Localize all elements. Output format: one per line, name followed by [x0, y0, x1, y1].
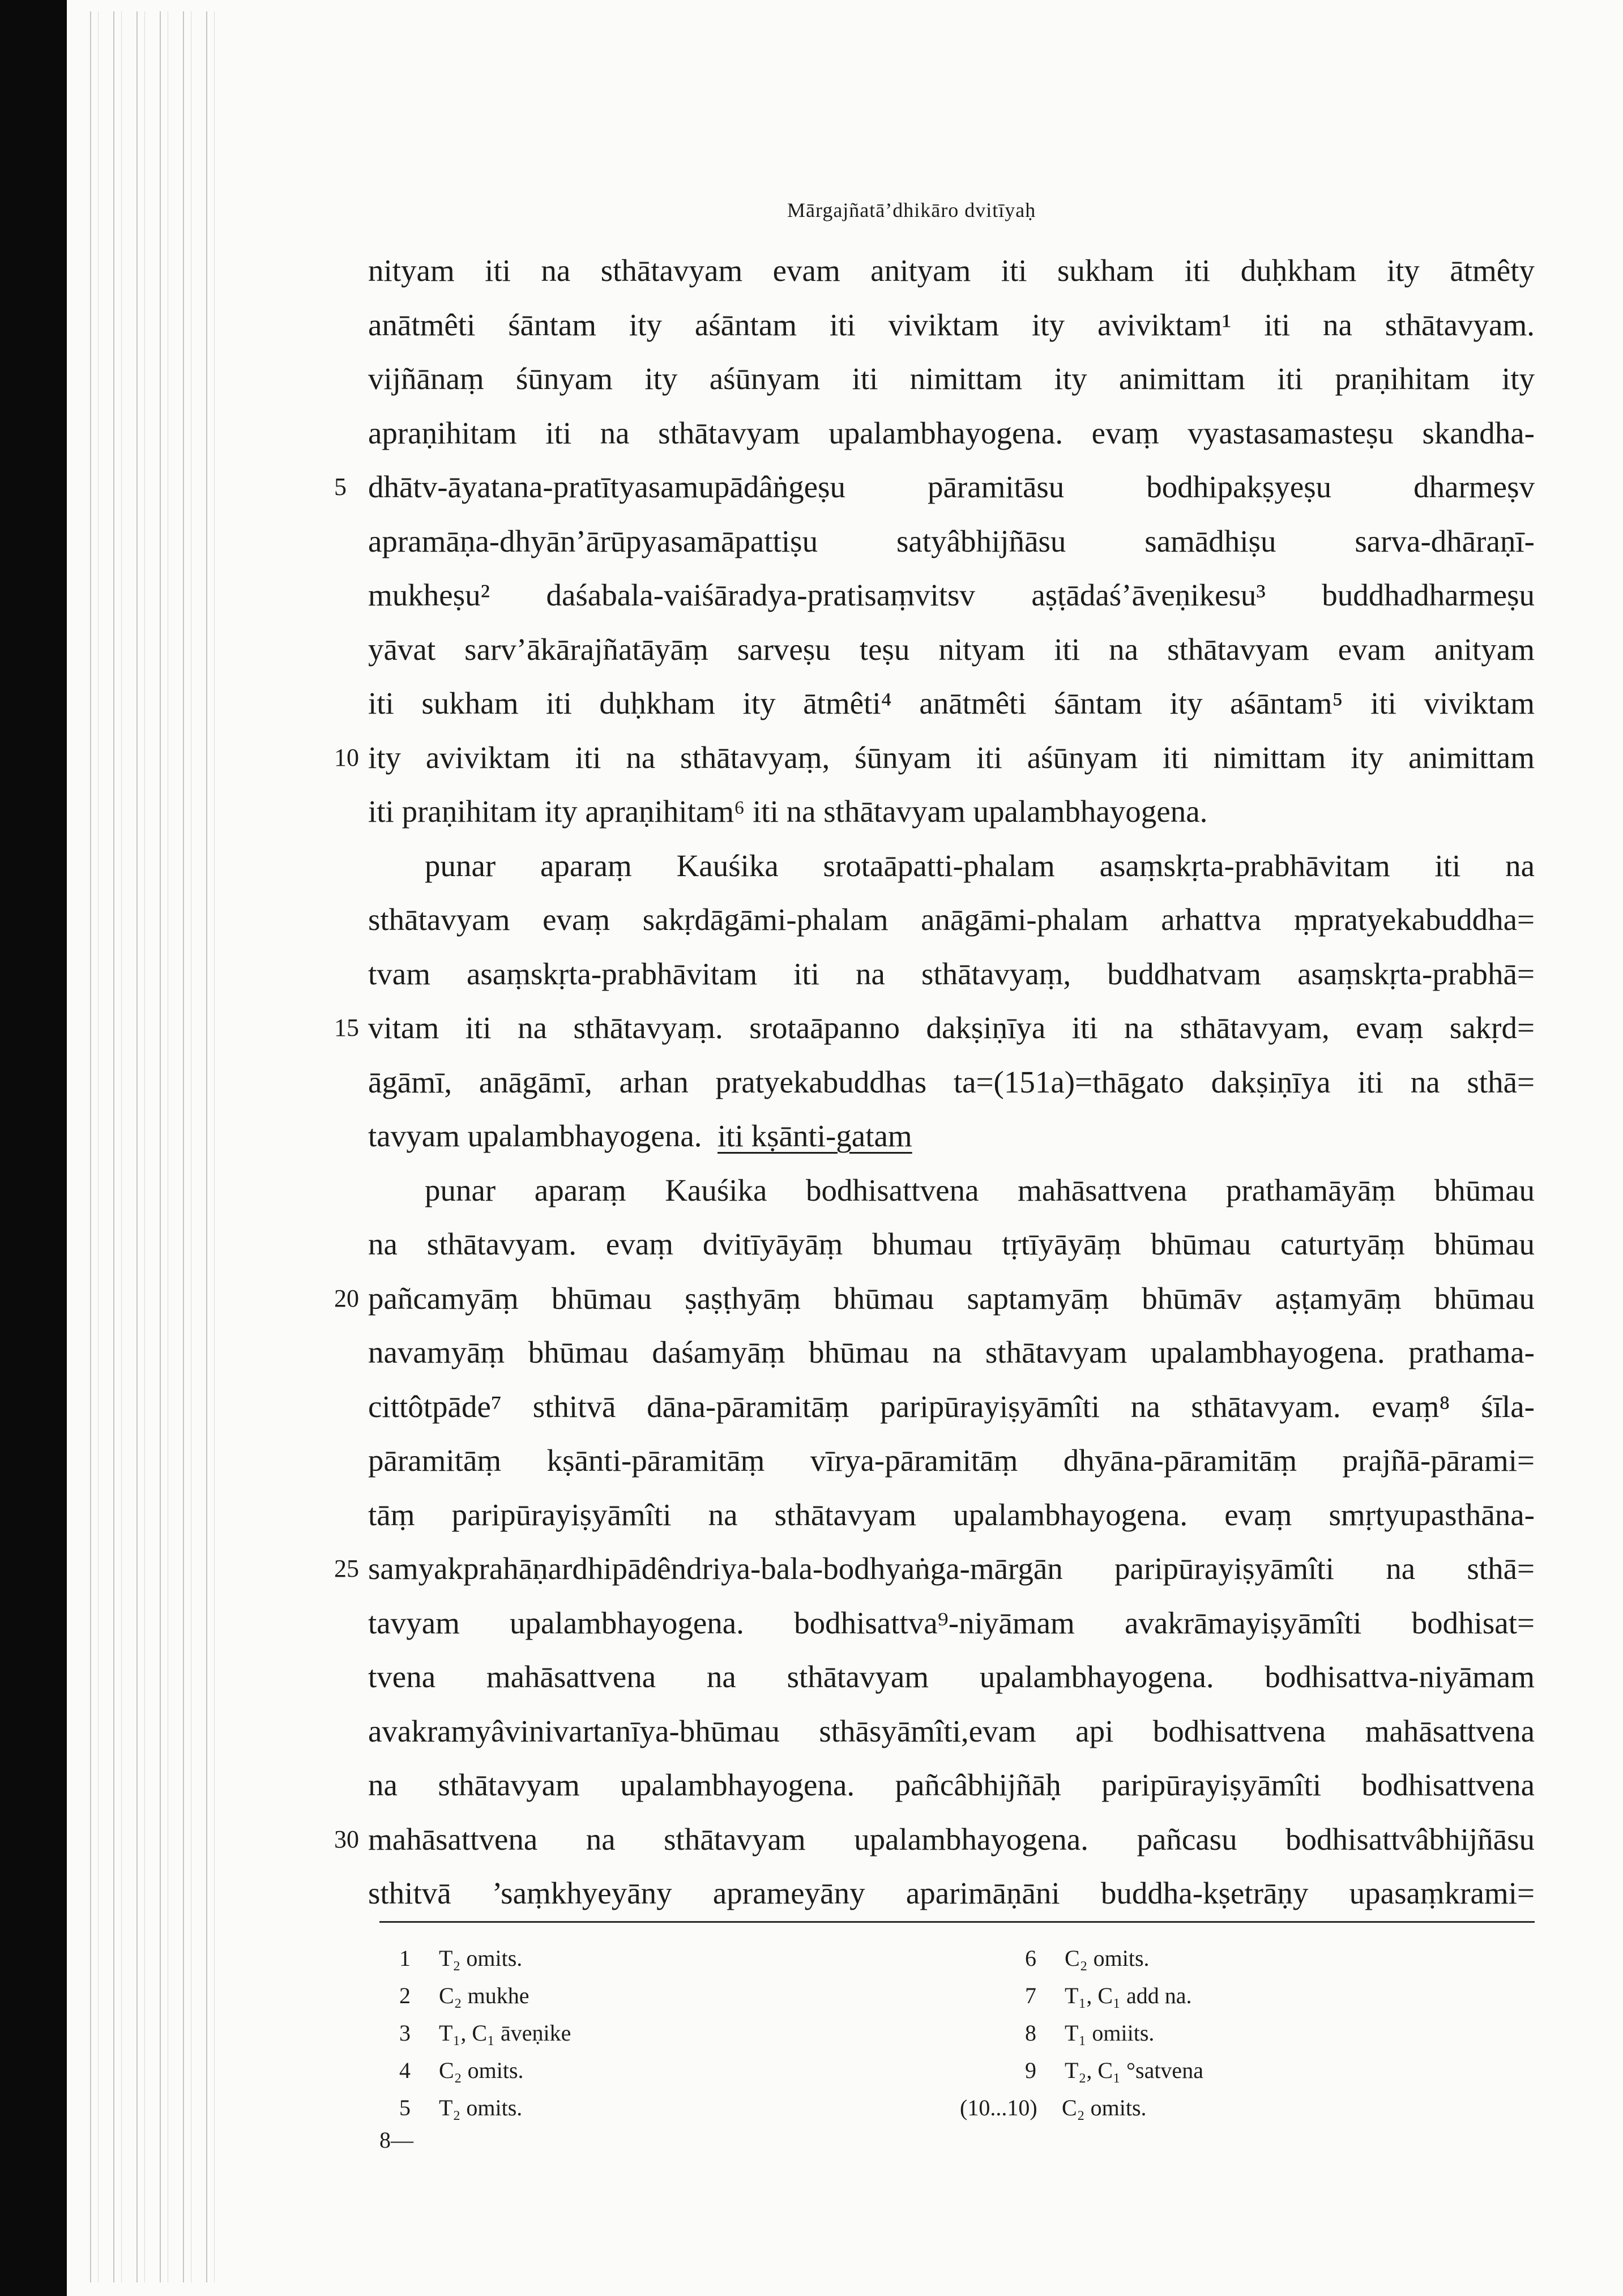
main-text	[334, 244, 1535, 1921]
footnote-text: T₂ omits.	[439, 1945, 523, 1971]
text-line	[368, 893, 1535, 947]
line-text: apramāṇa-dhyān’ārūpyasamāpattiṣu satyâbhijñāsu samādhiṣu sarva-dhāraṇī-	[368, 523, 1535, 558]
text-line	[368, 514, 1535, 569]
line-text: apraṇihitam iti na sthātavyam upalambhayogena. evaṃ vyastasamasteṣu skandha-	[368, 415, 1535, 450]
footnote-text: T₁ omiits.	[1065, 2020, 1155, 2046]
footnote	[399, 2015, 571, 2052]
line-text: na sthātavyam upalambhayogena. pañcâbhijñāḥ paripūrayiṣyāmîti bodhisattvena	[368, 1768, 1535, 1802]
line-text: sthitvā ’saṃkhyeyāny aprameyāny aparimāṇāni buddha-kṣetrāṇy upasaṃkrami=	[368, 1876, 1535, 1910]
text-line	[368, 1758, 1535, 1812]
footnote	[399, 1977, 571, 2015]
line-number: 15	[334, 1014, 359, 1042]
text-line	[368, 784, 1535, 839]
line-text: tavyam upalambhayogena.	[368, 1119, 702, 1153]
text-line	[368, 1380, 1535, 1434]
text-line	[368, 622, 1535, 677]
line-text: tāṃ paripūrayiṣyāmîti na sthātavyam upalambhayogena. evaṃ smṛtyupasthāna-	[368, 1497, 1535, 1532]
scanner-edge-shadow	[0, 0, 67, 2296]
footnote-text: T₁, C₁ add na.	[1065, 1983, 1192, 2008]
line-text: punar aparaṃ Kauśika bodhisattvena mahāsattvena prathamāyāṃ bhūmau	[425, 1172, 1535, 1207]
text-line	[368, 298, 1535, 352]
line-text: punar aparaṃ Kauśika srotaāpatti-phalam asaṃskṛta-prabhāvitam iti na	[425, 848, 1535, 883]
line-text: nityam iti na sthātavyam evam anityam iti sukham iti duḥkham ity ātmêty	[368, 253, 1535, 288]
line-text: pañcamyāṃ bhūmau ṣaṣṭhyāṃ bhūmau saptamyāṃ bhūmāv aṣṭamyāṃ bhūmau	[368, 1281, 1535, 1316]
line-text: mukheṣu² daśabala-vaiśāradya-pratisaṃvitsv aṣṭādaś’āveṇikesu³ buddhadharmeṣu	[368, 578, 1535, 612]
footnote-text: C₂ omits.	[1062, 2095, 1147, 2120]
line-text: anātmêti śāntam ity aśāntam iti viviktam ity aviviktam¹ iti na sthātavyam.	[368, 307, 1535, 342]
footnote-number: 8	[1025, 2020, 1036, 2046]
line-number: 5	[334, 473, 347, 501]
line-text: navamyāṃ bhūmau daśamyāṃ bhūmau na sthātavyam upalambhayogena. prathama-	[368, 1335, 1535, 1369]
footnote-number: 1	[399, 1945, 411, 1971]
line-number: 25	[334, 1555, 359, 1582]
line-text: cittôtpāde⁷ sthitvā dāna-pāramitāṃ paripūrayiṣyāmîti na sthātavyam. evaṃ⁸ śīla-	[368, 1389, 1535, 1424]
line-number: 10	[334, 743, 359, 771]
line-text: sthātavyam evaṃ sakṛdāgāmi-phalam anāgāmi-phalam arhattva ṃpratyekabuddha=	[368, 902, 1535, 937]
text-line	[368, 406, 1535, 460]
running-header: Mārgajñatā’dhikāro dvitīyaḥ	[787, 199, 1036, 221]
text-line	[368, 352, 1535, 406]
section-marker-underlined: iti kṣānti-gatam	[717, 1119, 912, 1153]
scanner-edge-streaks	[85, 11, 221, 2282]
line-text: vitam iti na sthātavyaṃ. srotaāpanno dakṣiṇīya iti na sthātavyam, evaṃ sakṛd=	[368, 1010, 1535, 1045]
text-line	[334, 1542, 1535, 1596]
footnote-number: 3	[399, 2020, 411, 2046]
line-text: iti sukham iti duḥkham ity ātmêti⁴ anātmêti śāntam ity aśāntam⁵ iti viviktam	[368, 686, 1535, 720]
footnote-number: 9	[1025, 2058, 1036, 2083]
line-text: na sthātavyam. evaṃ dvitīyāyāṃ bhumau tṛtīyāyāṃ bhūmau caturtyāṃ bhūmau	[368, 1227, 1535, 1261]
text-line	[368, 947, 1535, 1001]
text-line	[368, 1109, 1535, 1163]
footnote-rule	[379, 1921, 1535, 1923]
text-line	[334, 731, 1535, 785]
footnote-text: C₂ omits.	[1065, 1945, 1150, 1971]
line-text: pāramitāṃ kṣānti-pāramitāṃ vīrya-pāramitāṃ dhyāna-pāramitāṃ prajñā-pārami=	[368, 1443, 1535, 1478]
text-line	[368, 1650, 1535, 1704]
text-line	[368, 1433, 1535, 1488]
text-line	[368, 244, 1535, 298]
text-line	[368, 1217, 1535, 1271]
footnote-number: 4	[399, 2058, 411, 2083]
footnote-text: C₂ mukhe	[439, 1983, 529, 2008]
line-text: iti praṇihitam ity apraṇihitam⁶ iti na sthātavyam upalambhayogena.	[368, 794, 1208, 829]
footnote-number: 2	[399, 1983, 411, 2008]
line-text: tavyam upalambhayogena. bodhisattva⁹-niyāmam avakrāmayiṣyāmîti bodhisat=	[368, 1605, 1535, 1640]
footnote-number: 6	[1025, 1945, 1036, 1971]
footnote-text: T₁, C₁ āveṇike	[439, 2020, 571, 2046]
line-text: ity aviviktam iti na sthātavyaṃ, śūnyam iti aśūnyam iti nimittam ity animittam	[368, 740, 1535, 775]
text-line	[334, 460, 1535, 514]
footnotes-right-column	[960, 1940, 1203, 2127]
line-text: āgāmī, anāgāmī, arhan pratyekabuddhas ta=(151a)=thāgato dakṣiṇīya iti na sthā=	[368, 1064, 1535, 1099]
line-text: yāvat sarv’ākārajñatāyāṃ sarveṣu teṣu nityam iti na sthātavyam evam anityam	[368, 631, 1535, 667]
line-text: mahāsattvena na sthātavyam upalambhayogena. pañcasu bodhisattvâbhijñāsu	[368, 1821, 1535, 1857]
text-line	[368, 676, 1535, 731]
line-text: samyakprahāṇardhipādêndriya-bala-bodhyaṅga-mārgān paripūrayiṣyāmîti na sthā=	[368, 1551, 1535, 1586]
footnote-text: C₂ omits.	[439, 2058, 524, 2083]
line-number: 30	[334, 1825, 359, 1853]
footnote	[1025, 2052, 1203, 2089]
footnote-number: 7	[1025, 1983, 1036, 2008]
text-line	[334, 1812, 1535, 1867]
footnote	[399, 2089, 571, 2127]
text-line	[368, 568, 1535, 622]
text-line	[368, 1325, 1535, 1380]
text-line	[368, 1055, 1535, 1109]
page-number: 8—	[379, 2127, 413, 2153]
line-text: tvam asaṃskṛta-prabhāvitam iti na sthātavyaṃ, buddhatvam asaṃskṛta-prabhā=	[368, 956, 1535, 991]
footnote-number: (10...10)	[960, 2095, 1037, 2120]
footnote-text: T₂, C₁ °satvena	[1065, 2058, 1203, 2083]
text-line	[368, 1866, 1535, 1921]
line-text: avakramyâvinivartanīya-bhūmau sthāsyāmîti,evam api bodhisattvena mahāsattvena	[368, 1713, 1535, 1748]
footnote-number: 5	[399, 2095, 411, 2120]
text-line	[368, 1488, 1535, 1542]
line-number: 20	[334, 1284, 359, 1312]
text-line	[368, 1596, 1535, 1650]
line-text: dhātv-āyatana-pratītyasamupādâṅgeṣu pāramitāsu bodhipakṣyeṣu dharmeṣv	[368, 470, 1535, 504]
text-line	[334, 1001, 1535, 1055]
line-text: tvena mahāsattvena na sthātavyam upalambhayogena. bodhisattva-niyāmam	[368, 1659, 1535, 1694]
text-line	[334, 1271, 1535, 1326]
footnotes-left-column	[399, 1940, 571, 2127]
footnote	[960, 2089, 1203, 2127]
footnote	[399, 2052, 571, 2089]
footnote-text: T₂ omits.	[439, 2095, 523, 2120]
line-text: vijñānaṃ śūnyam ity aśūnyam iti nimittam ity animittam iti praṇihitam ity	[368, 361, 1535, 396]
footnote	[1025, 1977, 1203, 2015]
footnote	[1025, 1940, 1203, 1977]
text-line	[368, 839, 1535, 893]
footnote	[399, 1940, 571, 1977]
text-line	[368, 1704, 1535, 1759]
text-line	[368, 1163, 1535, 1218]
footnote	[1025, 2015, 1203, 2052]
